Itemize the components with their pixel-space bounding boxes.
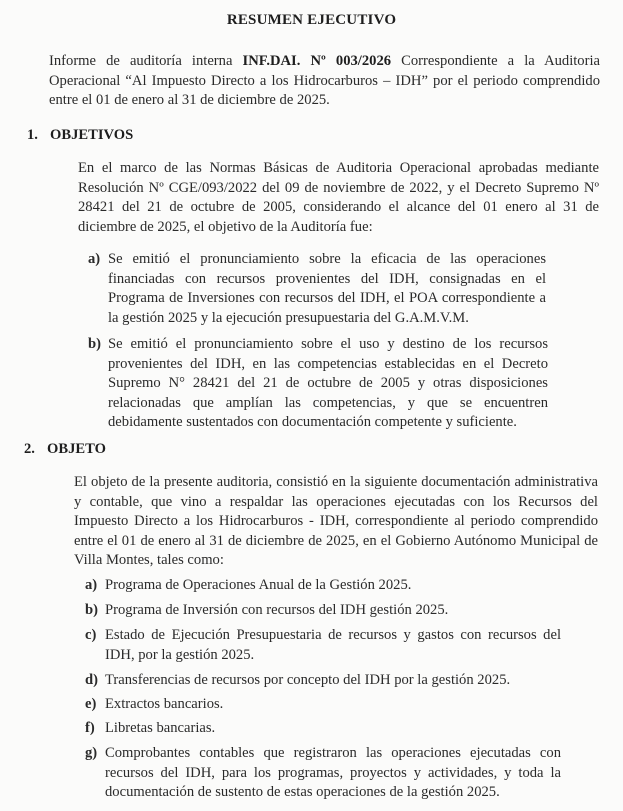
list-text: Libretas bancarias. [105,720,216,736]
list-marker: b) [88,336,101,352]
section-number: 2. [24,441,35,457]
section-title: OBJETIVOS [50,127,134,143]
list-text: Comprobantes contables que registraron las operaciones ejecutadas con recursos del IDH, para los programas, proyectos y actividades, y toda la documentación de sustento de estas operaciones de la gestión 2025. [105,745,561,801]
list-text: Programa de Operaciones Anual de la Gestión 2025. [105,577,412,593]
list-text: Se emitió el pronunciamiento sobre el uso y destino de los recursos provenientes del IDH, en las competencias establecidas en el Decreto Supremo N° 28421 del 21 de octubre de 2005 y otras disposiciones relacionadas que amplían las competencias, y que se encuentren debidamente sustentados con documentación competente y suficiente. [108,336,548,431]
report-number: INF.DAI. Nº 003/2026 [242,53,392,69]
document-title: RESUMEN EJECUTIVO [226,12,397,28]
list-text: Programa de Inversión con recursos del IDH gestión 2025. [105,602,449,618]
list-text: Transferencias de recursos por concepto del IDH por la gestión 2025. [105,672,511,688]
list-marker: a) [88,251,101,267]
list-marker: f) [85,720,95,736]
list-text: Se emitió el pronunciamiento sobre la eficacia de las operaciones financiadas con recursos provenientes del IDH, consignadas en el Programa de Inversiones con recursos del IDH, el POA correspondiente a la gestión 2025 y la ejecución presupuestaria del G.A.M.V.M. [108,251,546,326]
list-marker: c) [85,627,97,643]
list-marker: b) [85,602,98,618]
intro-prefix: Informe de auditoría interna [49,53,243,69]
intro-suffix: Correspondiente a la Auditoria Operacional “Al Impuesto Directo a los Hidrocarburos – IDH” por el periodo comprendido entre el 01 de enero al 31 de diciembre de 2025. [49,53,600,109]
list-marker: g) [85,745,98,761]
list-text: Estado de Ejecución Presupuestaria de recursos y gastos con recursos del IDH, por la gestión 2025. [105,627,561,663]
objetivos-body: En el marco de las Normas Básicas de Auditoria Operacional aprobadas mediante Resolución Nº CGE/093/2022 del 09 de noviembre de 2022, y el Decreto Supremo Nº 28421 del 21 de octubre de 2005, considerando el alcance del 01 enero al 31 de diciembre de 2025, el objetivo de la Auditoría fue: [78,160,599,235]
section-number: 1. [27,127,38,143]
intro-paragraph [49,52,600,111]
section-title: OBJETO [47,441,106,457]
list-text: Extractos bancarios. [105,696,224,712]
list-marker: d) [85,672,98,688]
list-marker: e) [85,696,97,712]
objeto-body: El objeto de la presente auditoria, consistió en la siguiente documentación administrativa y contable, que vino a respaldar las operaciones ejecutadas con los Recursos del Impuesto Directo a los Hidrocarburos - IDH, correspondiente al periodo comprendido entre el 01 de enero al 31 de diciembre de 2025, en el Gobierno Autónomo Municipal de Villa Montes, tales como: [74,474,598,569]
list-marker: a) [85,577,98,593]
